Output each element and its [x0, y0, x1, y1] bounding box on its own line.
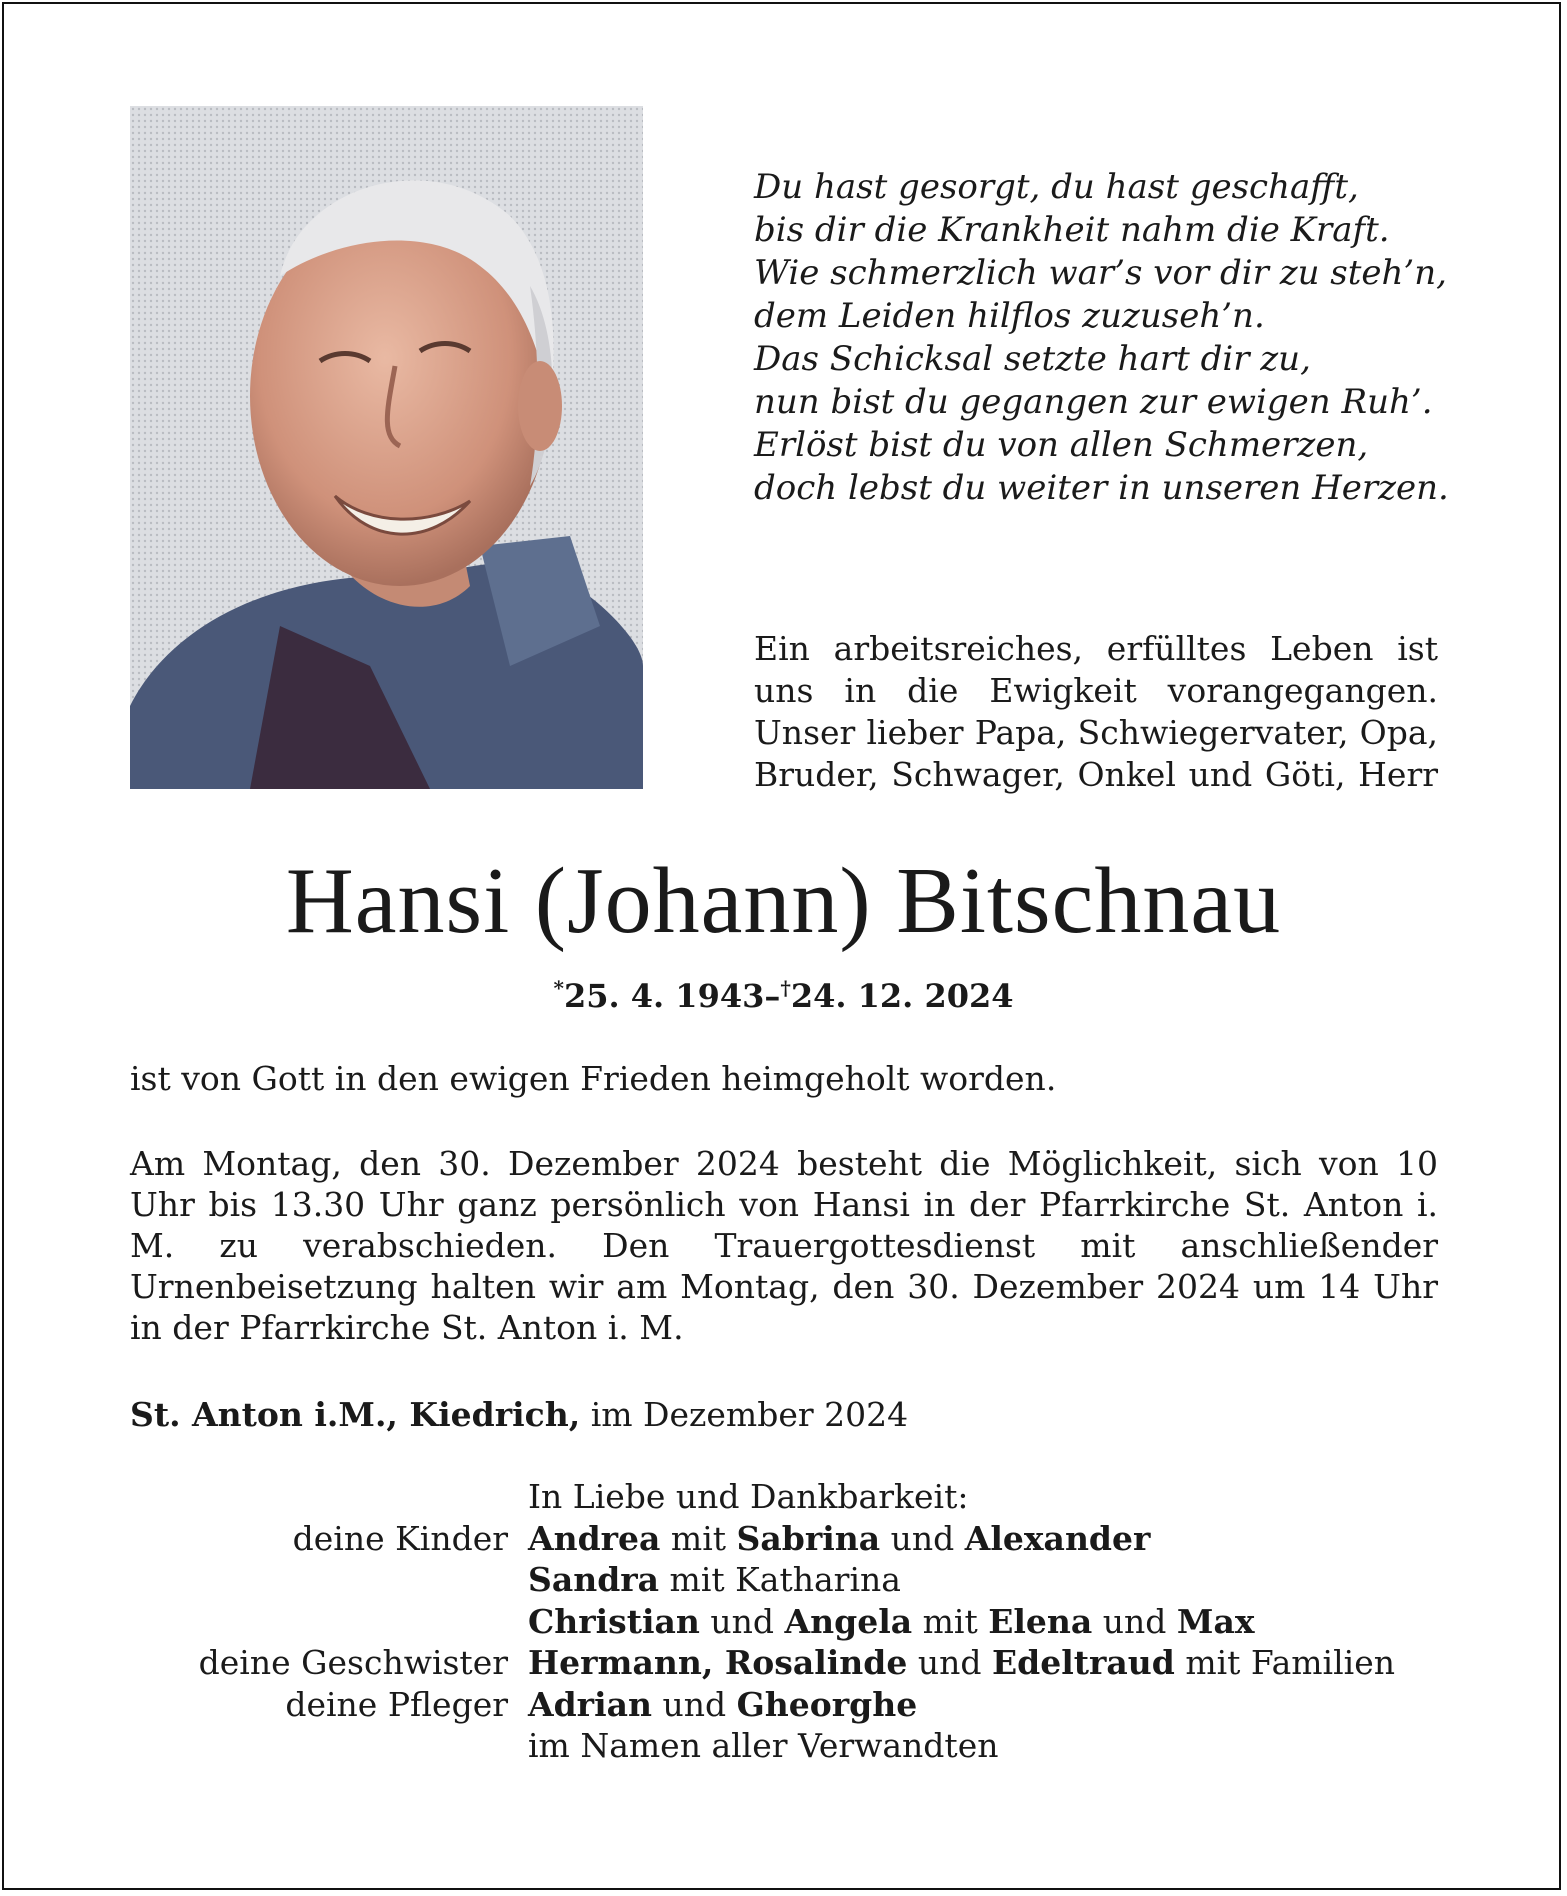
name-andrea: Andrea: [528, 1518, 661, 1558]
pfleger-row: [130, 1684, 1438, 1726]
birth-date: 25. 4. 1943: [563, 977, 765, 1015]
poem-line: Erlöst bist du von allen Schmerzen,: [754, 425, 1369, 465]
portrait-photo: [130, 106, 643, 789]
life-dates: [0, 976, 1567, 1015]
connector: mit Familien: [1174, 1643, 1395, 1682]
name-christian: Christian: [528, 1601, 700, 1641]
poem-line: doch lebst du weiter in unseren Herzen.: [754, 468, 1449, 508]
poem-line: Das Schicksal setzte hart dir zu,: [754, 339, 1311, 379]
name-hermann-rosalinde: Hermann, Rosalinde: [528, 1643, 908, 1682]
paragraph-funeral-details: Am Montag, den 30. Dezember 2024 besteht die Möglichkeit, sich von 10 Uhr bis 13.30 Uhr ganz persönlich von Hansi in der Pfarrkirche St. Anton i. M. zu verabschieden. Den Trauergottesdienst mit anschließender Urnenbeisetzung halten wir am Montag, den 30. Dezember 2024 um 14 Uhr in der Pfarrkirche St. Anton i. M.: [130, 1144, 1438, 1347]
intro-line: uns in die Ewigkeit vorangegangen.: [754, 671, 1438, 710]
relation-label-geschwister: deine Geschwister: [198, 1643, 508, 1682]
signoff-heading: In Liebe und Dankbarkeit:: [528, 1477, 969, 1516]
kinder-names-3: [528, 1601, 1255, 1643]
pfleger-names: [528, 1684, 917, 1726]
death-date: 24. 12. 2024: [790, 977, 1014, 1015]
date-separator: –: [764, 977, 781, 1015]
paragraph-heimgeholt: ist von Gott in den ewigen Frieden heimgeholt worden.: [130, 1059, 1057, 1098]
name-alexander: Alexander: [964, 1518, 1151, 1558]
geschwister-names: [528, 1642, 1395, 1684]
signoff-block: [130, 1476, 1438, 1767]
intro-line: Bruder, Schwager, Onkel und Göti, Herr: [754, 755, 1438, 794]
connector: und: [1092, 1601, 1177, 1641]
geschwister-row: [130, 1642, 1438, 1684]
kinder-names-2: [528, 1559, 901, 1601]
signoff-heading-row: [130, 1476, 1438, 1518]
relation-label-empty: [130, 1559, 528, 1601]
portrait-illustration: [130, 106, 643, 789]
connector: und: [651, 1684, 737, 1724]
name-angela: Angela: [784, 1601, 913, 1641]
kinder-row-3: [130, 1601, 1438, 1643]
intro-text: [754, 628, 1438, 796]
relation-label-empty: [130, 1725, 528, 1767]
kinder-names-1: [528, 1518, 1150, 1560]
name-max: Max: [1176, 1601, 1255, 1641]
poem-line: Du hast gesorgt, du hast geschafft,: [754, 167, 1359, 207]
connector: und: [907, 1643, 992, 1682]
closing-row: [130, 1725, 1438, 1767]
death-symbol: †: [780, 976, 791, 1000]
kinder-row-2: [130, 1559, 1438, 1601]
name-sandra: Sandra: [528, 1560, 660, 1599]
name-elena: Elena: [988, 1601, 1093, 1641]
poem-line: nun bist du gegangen zur ewigen Ruh’.: [754, 382, 1433, 422]
name-adrian: Adrian: [528, 1684, 652, 1724]
intro-line: Ein arbeitsreiches, erfülltes Leben ist: [754, 629, 1438, 668]
connector: mit Katharina: [659, 1560, 901, 1599]
closing-text: im Namen aller Verwandten: [528, 1726, 999, 1765]
connector: mit: [660, 1518, 737, 1558]
place-date-line: [130, 1394, 1438, 1435]
relation-label-empty: [130, 1476, 528, 1518]
name-sabrina: Sabrina: [736, 1518, 881, 1558]
deceased-name: Hansi (Johann) Bitschnau: [285, 849, 1282, 953]
place-date: im Dezember 2024: [580, 1395, 909, 1434]
connector: mit: [912, 1601, 989, 1641]
connector: und: [699, 1601, 785, 1641]
memorial-poem: [754, 166, 1454, 510]
intro-line: Unser lieber Papa, Schwiegervater, Opa,: [754, 713, 1438, 752]
name-gheorghe: Gheorghe: [736, 1684, 918, 1724]
relation-label-pfleger: deine Pfleger: [285, 1684, 508, 1724]
connector: und: [880, 1518, 965, 1558]
poem-line: Wie schmerzlich war’s vor dir zu steh’n,: [754, 253, 1447, 293]
place-names: St. Anton i.M., Kiedrich,: [130, 1395, 581, 1434]
name-edeltraud: Edeltraud: [991, 1643, 1175, 1682]
poem-line: bis dir die Krankheit nahm die Kraft.: [754, 210, 1390, 250]
birth-symbol: *: [553, 976, 564, 1000]
kinder-row-1: [130, 1518, 1438, 1560]
relation-label-empty: [130, 1601, 528, 1643]
relation-label-kinder: deine Kinder: [292, 1518, 508, 1558]
poem-line: dem Leiden hilflos zuzuseh’n.: [754, 296, 1265, 336]
